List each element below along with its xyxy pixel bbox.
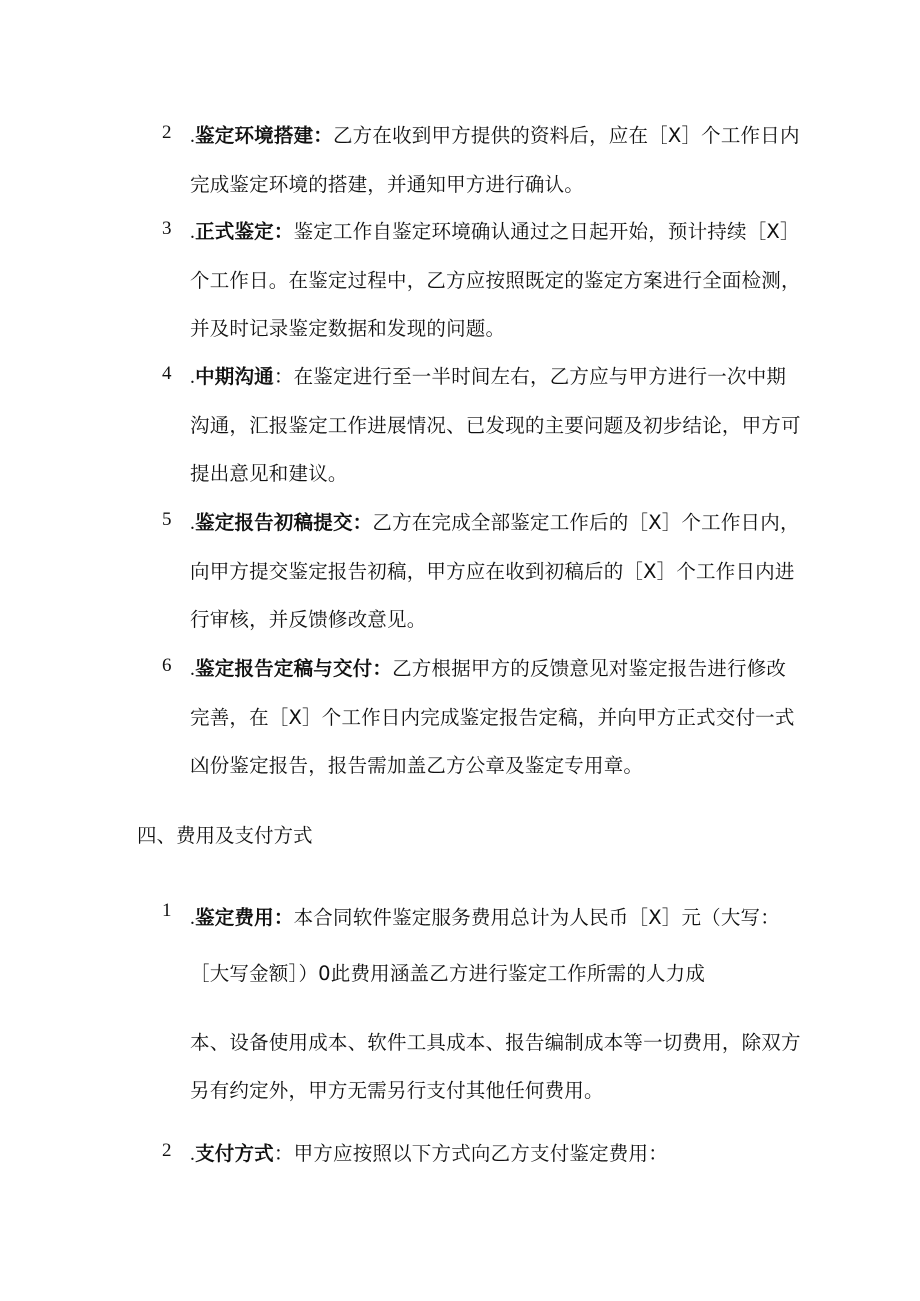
item-text: ：甲方应按照以下方式向乙方支付鉴定费用： bbox=[273, 1142, 668, 1165]
item-title: 支付方式 bbox=[195, 1142, 274, 1165]
list-item-payment bbox=[162, 1130, 802, 1179]
list-item-env-setup bbox=[162, 112, 802, 209]
item-title: 正式鉴定： bbox=[195, 220, 294, 243]
item-body: .鉴定报告定稿与交付：乙方根据甲方的反馈意见对鉴定报告进行修改完善，在［X］个工作日内完成鉴定报告定稿，并向甲方正式交付一式凶份鉴定报告，报告需加盖乙方公章及鉴定专用章。 bbox=[190, 657, 795, 777]
item-body-continued: 本、设备使用成本、软件工具成本、报告编制成本等一切费用，除双方另有约定外，甲方无需另行支付其他任何费用。 bbox=[190, 1031, 801, 1102]
item-body: .支付方式：甲方应按照以下方式向乙方支付鉴定费用： bbox=[190, 1142, 668, 1165]
item-title: 鉴定报告定稿与交付： bbox=[195, 657, 393, 680]
list-item-draft-report bbox=[162, 499, 802, 644]
item-body: .正式鉴定：鉴定工作自鉴定环境确认通过之日起开始，预计持续［X］个工作日。在鉴定过程中，乙方应按照既定的鉴定方案进行全面检测，并及时记录鉴定数据和发现的问题。 bbox=[190, 220, 801, 340]
item-title: 鉴定报告初稿提交： bbox=[195, 511, 373, 534]
item-text: 乙方在收到甲方提供的资料后，应在［X］个工作日内完成鉴定环境的搭建，并通知甲方进行确认。 bbox=[190, 124, 800, 196]
section-heading: 四、费用及支付方式 bbox=[137, 824, 313, 847]
item-title: 鉴定费用： bbox=[195, 906, 294, 929]
item-body: .中期沟通：在鉴定进行至一半时间左右，乙方应与甲方进行一次中期沟通，汇报鉴定工作进展情况、已发现的主要问题及初步结论，甲方可提出意见和建议。 bbox=[190, 365, 801, 485]
item-title: 鉴定环境搭建： bbox=[195, 124, 333, 147]
item-number: 4 bbox=[162, 363, 172, 384]
list-item-fee bbox=[162, 890, 802, 1115]
item-text: 本合同软件鉴定服务费用总计为人民币［X］元（大写：［大写金额］）0此费用涵盖乙方进行鉴定工作所需的人力成 bbox=[190, 906, 780, 985]
item-number: 2 bbox=[162, 1140, 172, 1161]
item-body: .鉴定费用：本合同软件鉴定服务费用总计为人民币［X］元（大写：［大写金额］）0此费用涵盖乙方进行鉴定工作所需的人力成 bbox=[190, 906, 780, 985]
list-item-final-report bbox=[162, 645, 802, 790]
item-title: 中期沟通 bbox=[195, 365, 274, 388]
item-text: 乙方在完成全部鉴定工作后的［X］个工作日内，向甲方提交鉴定报告初稿，甲方应在收到初稿后的［X］个工作日内进行审核，并反馈修改意见。 bbox=[190, 511, 800, 631]
item-body: .鉴定报告初稿提交：乙方在完成全部鉴定工作后的［X］个工作日内，向甲方提交鉴定报告初稿，甲方应在收到初稿后的［X］个工作日内进行审核，并反馈修改意见。 bbox=[190, 511, 800, 631]
item-text: 鉴定工作自鉴定环境确认通过之日起开始，预计持续［X］个工作日。在鉴定过程中，乙方应按照既定的鉴定方案进行全面检测，并及时记录鉴定数据和发现的问题。 bbox=[190, 220, 801, 340]
item-number: 3 bbox=[162, 218, 172, 239]
list-item-formal-appraisal bbox=[162, 208, 802, 353]
list-item-midterm bbox=[162, 353, 802, 498]
item-number: 1 bbox=[162, 900, 172, 921]
item-number: 5 bbox=[162, 509, 172, 530]
item-number: 2 bbox=[162, 122, 172, 143]
item-number: 6 bbox=[162, 655, 172, 676]
item-text: 乙方根据甲方的反馈意见对鉴定报告进行修改完善，在［X］个工作日内完成鉴定报告定稿，并向甲方正式交付一式凶份鉴定报告，报告需加盖乙方公章及鉴定专用章。 bbox=[190, 657, 795, 777]
item-body: .鉴定环境搭建：乙方在收到甲方提供的资料后，应在［X］个工作日内完成鉴定环境的搭建，并通知甲方进行确认。 bbox=[190, 124, 800, 196]
item-text: ：在鉴定进行至一半时间左右，乙方应与甲方进行一次中期沟通，汇报鉴定工作进展情况、已发现的主要问题及初步结论，甲方可提出意见和建议。 bbox=[190, 365, 801, 485]
